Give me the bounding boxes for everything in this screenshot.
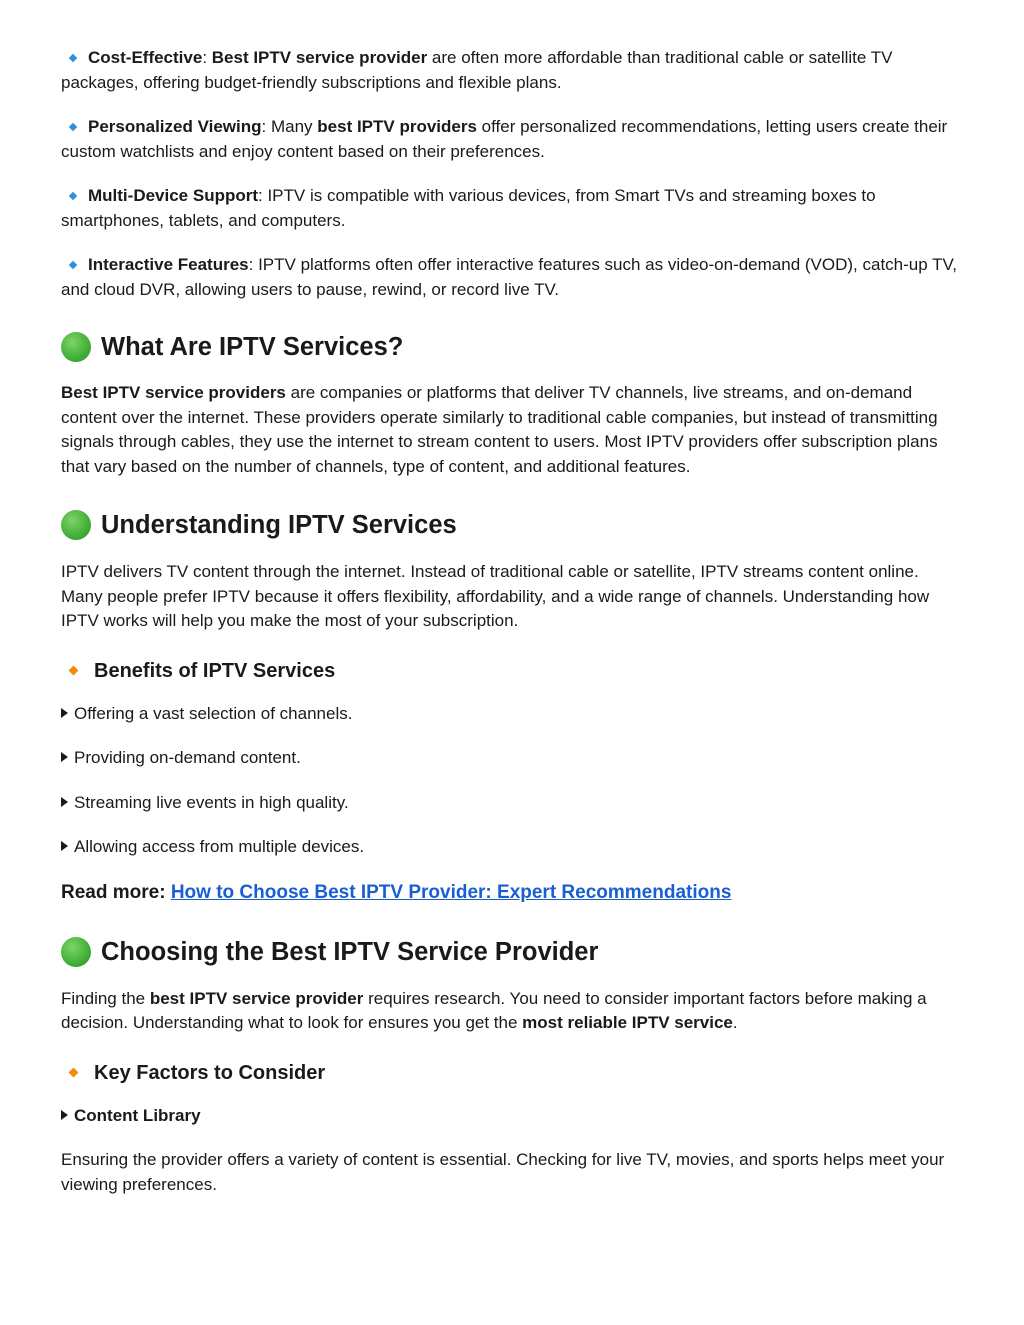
green-circle-icon xyxy=(61,937,91,967)
list-item-text: Providing on-demand content. xyxy=(74,748,301,767)
feature-title: Interactive Features xyxy=(88,255,249,274)
paragraph-bold: most reliable IPTV service xyxy=(522,1013,733,1032)
triangle-right-icon xyxy=(61,752,68,762)
subheading-text: Key Factors to Consider xyxy=(94,1061,326,1084)
feature-sep: : Many xyxy=(261,117,318,136)
feature-bold: Best IPTV service provider xyxy=(211,48,428,67)
paragraph-text: are companies or platforms that deliver TV channels, live streams, and on-demand content over the internet. These providers operate similarly to traditional cable companies, but instead of transmitting signals through cables, they use the internet to stream content to users. Most IPTV providers offer subscription plans that vary based on the number of channels, type of content, and additional features. xyxy=(61,383,938,476)
heading-text: Choosing the Best IPTV Service Provider xyxy=(101,937,599,966)
list-item-text: Offering a vast selection of channels. xyxy=(74,703,353,723)
orange-diamond-icon xyxy=(69,666,79,676)
paragraph-content-library: Ensuring the provider offers a variety of content is essential. Checking for live TV, movies, and sports helps meet your viewing preferences. xyxy=(61,1150,945,1194)
feature-item-personalized-viewing xyxy=(61,115,961,164)
list-item xyxy=(61,791,961,816)
triangle-right-icon xyxy=(61,797,68,807)
paragraph-understanding-iptv: IPTV delivers TV content through the internet. Instead of traditional cable or satellite, IPTV streams content online. Many people prefer IPTV because it offers flexibility, affordability, and a wide range of channels. Understanding how IPTV works will help you make the most of your subscription. xyxy=(61,562,930,630)
list-item xyxy=(61,702,961,727)
subheading-key-factors xyxy=(61,1060,961,1086)
paragraph-what-are-iptv xyxy=(61,381,961,479)
feature-item-interactive xyxy=(61,253,961,302)
paragraph-text: . xyxy=(732,1013,738,1032)
feature-text: : IPTV platforms often offer interactive features such as video-on-demand (VOD), catch-up TV, and cloud DVR, allowing users to pause, rewind, or record live TV. xyxy=(61,255,957,299)
section-heading-choosing-provider xyxy=(61,936,961,968)
section-heading-what-are-iptv xyxy=(61,331,961,363)
paragraph-text: Finding the xyxy=(61,988,150,1008)
read-more xyxy=(61,880,961,906)
read-more-label: Read more: xyxy=(61,881,171,903)
subheading-benefits xyxy=(61,658,961,684)
blue-diamond-icon xyxy=(69,53,77,61)
paragraph-text: requires research. You need to consider important factors before making a decision. Understanding what to look for ensures you get the xyxy=(61,988,927,1032)
content-library-heading xyxy=(61,1104,961,1129)
section-heading-understanding-iptv xyxy=(61,509,961,541)
triangle-right-icon xyxy=(61,841,68,851)
feature-sep: : xyxy=(202,48,212,67)
green-circle-icon xyxy=(61,510,91,540)
content-library-label: Content Library xyxy=(74,1105,201,1125)
paragraph-bold: Best IPTV service providers xyxy=(61,383,286,402)
blue-diamond-icon xyxy=(69,122,77,130)
read-more-link[interactable]: How to Choose Best IPTV Provider: Expert Recommendations xyxy=(170,881,732,903)
feature-title: Cost-Effective xyxy=(88,48,203,67)
document-page xyxy=(61,46,961,1197)
green-circle-icon xyxy=(61,332,91,362)
list-item xyxy=(61,746,961,771)
blue-diamond-icon xyxy=(69,260,77,268)
triangle-right-icon xyxy=(61,708,68,718)
list-item-text: Streaming live events in high quality. xyxy=(74,792,349,812)
feature-title: Multi-Device Support xyxy=(88,186,259,205)
feature-item-cost-effective xyxy=(61,46,961,95)
heading-text: What Are IPTV Services? xyxy=(101,333,404,361)
list-item xyxy=(61,835,961,860)
blue-diamond-icon xyxy=(69,191,77,199)
feature-text: offer personalized recommendations, letting users create their custom watchlists and enjoy content based on their preferences. xyxy=(61,117,948,161)
feature-text: : IPTV is compatible with various devices, from Smart TVs and streaming boxes to smartphones, tablets, and computers. xyxy=(61,186,876,230)
orange-diamond-icon xyxy=(69,1068,79,1078)
feature-title: Personalized Viewing xyxy=(88,117,262,136)
heading-text: Understanding IPTV Services xyxy=(101,511,457,539)
triangle-right-icon xyxy=(61,1110,68,1120)
paragraph-bold: best IPTV service provider xyxy=(149,988,364,1008)
subheading-text: Benefits of IPTV Services xyxy=(94,659,336,682)
feature-item-multi-device xyxy=(61,184,961,233)
paragraph-choosing-provider xyxy=(61,987,961,1036)
list-item-text: Allowing access from multiple devices. xyxy=(74,837,365,856)
feature-bold: best IPTV providers xyxy=(317,117,477,136)
feature-text: are often more affordable than traditional cable or satellite TV packages, offering budget-friendly subscriptions and flexible plans. xyxy=(61,48,893,92)
